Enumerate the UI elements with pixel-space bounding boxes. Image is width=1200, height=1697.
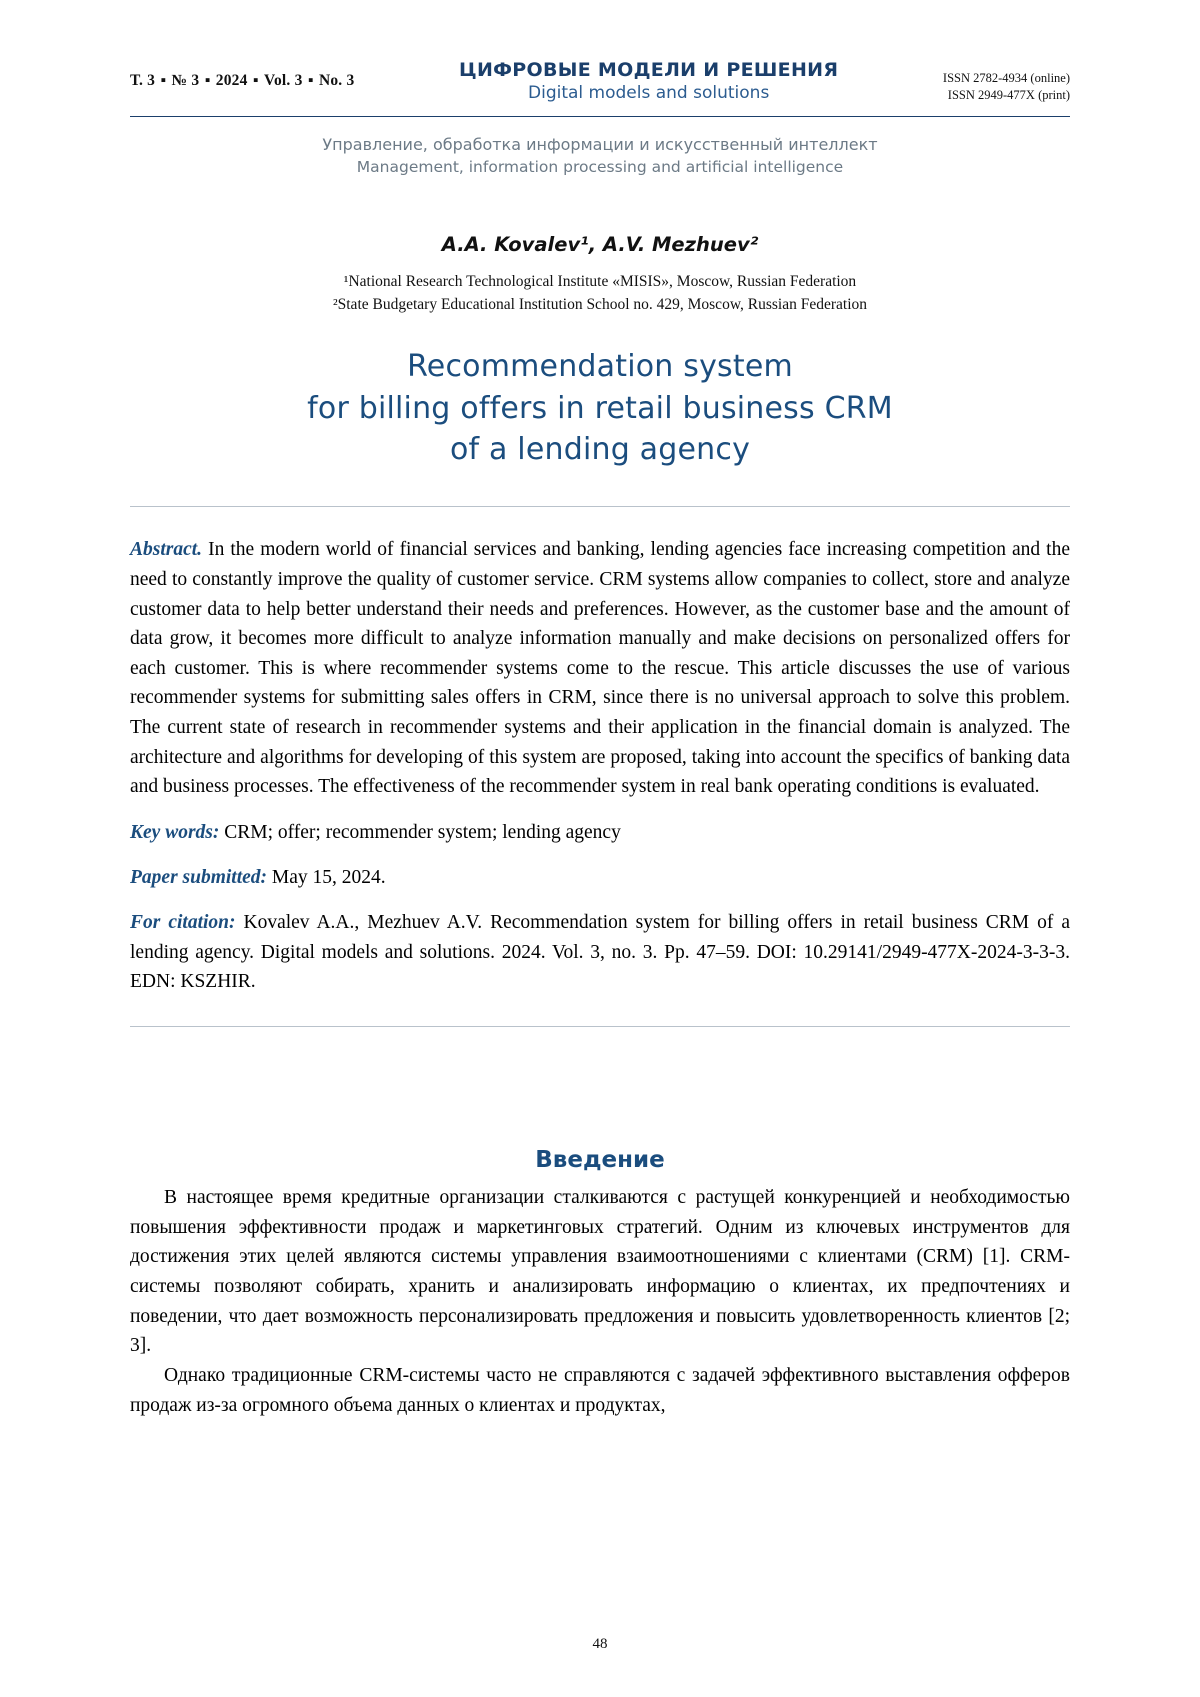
- author-list: A.A. Kovalev¹, A.V. Mezhuev²: [441, 232, 759, 256]
- volume-issue-info: Т. 3 ▪ № 3 ▪ 2024 ▪ Vol. 3 ▪ No. 3: [130, 72, 355, 89]
- page-number: 48: [592, 1636, 608, 1652]
- journal-title-en: Digital models and solutions: [528, 82, 770, 103]
- paper-submitted-date: May 15, 2024.: [267, 867, 386, 889]
- rubric-ru: Управление, обработка информации и искусственный интеллект: [322, 135, 878, 154]
- abstract-divider: [130, 1026, 1070, 1027]
- abstract-text: In the modern world of financial services and banking, lending agencies face increasing competition and the need to constantly improve the quality of customer service. CRM systems allow companies to collect, store and analyze customer data to help better understand their needs and preferences. However, as the customer base and the amount of data grow, it becomes more difficult to analyze information manually and make decisions on personalized offers for each customer. This is where recommender systems come to the rescue. This article discusses the use of various recommender systems for submitting sales offers in CRM, since there is no universal approach to solve this problem. The current state of research in recommender systems and their application in the financial domain is analyzed. The architecture and algorithms for developing of this system are proposed, taking into account the specifics of banking data and business processes. The effectiveness of the recommender system in real bank operating conditions is evaluated.: [130, 539, 1070, 798]
- abstract-block: [130, 535, 1070, 802]
- intro-heading: Введение: [535, 1147, 665, 1174]
- header-divider: [130, 116, 1070, 117]
- affiliation-2: ²State Budgetary Educational Institution School no. 429, Moscow, Russian Federation: [332, 295, 868, 313]
- issn-print: ISSN 2949-477X (print): [947, 87, 1070, 102]
- for-citation-label: For citation:: [130, 912, 236, 934]
- issn-block: [943, 60, 1070, 104]
- issn-online: ISSN 2782-4934 (online): [942, 71, 1070, 85]
- abstract-label: Abstract.: [130, 539, 203, 561]
- journal-title-ru: ЦИФРОВЫЕ МОДЕЛИ И РЕШЕНИЯ: [459, 59, 839, 81]
- intro-paragraph-1: В настоящее время кредитные организации сталкиваются с растущей конкуренцией и необходимостью повышения эффективности продаж и маркетинговых стратегий. Одним из ключевых инструментов для достижения этих целей являются системы управления взаимоотношениями с клиентами (CRM) [1]. CRM-системы позволяют собирать, хранить и анализировать информацию о клиентах, их предпочтениях и поведении, что дает возможность персонализировать предложения и повысить удовлетворенность клиентов [2; 3].: [130, 1187, 1070, 1357]
- article-title: Recommendation system for billing offers in retail business CRM of a lending agency: [307, 349, 893, 467]
- intro-body: [130, 1183, 1070, 1420]
- intro-paragraph-2: Однако традиционные CRM-системы часто не справляются с задачей эффективного выставления офферов продаж из-за огромного объема данных о клиентах и продуктах,: [130, 1364, 1070, 1416]
- keywords-text: CRM; offer; recommender system; lending agency: [219, 821, 621, 843]
- keywords-line: [130, 818, 1070, 847]
- title-divider: [130, 506, 1070, 507]
- for-citation-line: [130, 908, 1070, 996]
- paper-submitted-label: Paper submitted:: [130, 867, 268, 889]
- keywords-label: Key words:: [130, 821, 220, 843]
- paper-submitted-line: [130, 863, 1070, 892]
- affiliation-1: ¹National Research Technological Institute «MISIS», Moscow, Russian Federation: [343, 272, 857, 290]
- running-head: [130, 60, 1070, 112]
- for-citation-text: Kovalev A.A., Mezhuev A.V. Recommendation system for billing offers in retail business CRM of a lending agency. Digital models and solutions. 2024. Vol. 3, no. 3. Pp. 47–59. DOI: 10.29141/2949-477X-2024-3-3-3. EDN: KSZHIR.: [130, 912, 1070, 992]
- rubric-en: Management, information processing and artificial intelligence: [356, 158, 844, 177]
- section-rubric: [130, 133, 1070, 179]
- affiliations: [130, 270, 1070, 317]
- journal-masthead: [368, 60, 929, 103]
